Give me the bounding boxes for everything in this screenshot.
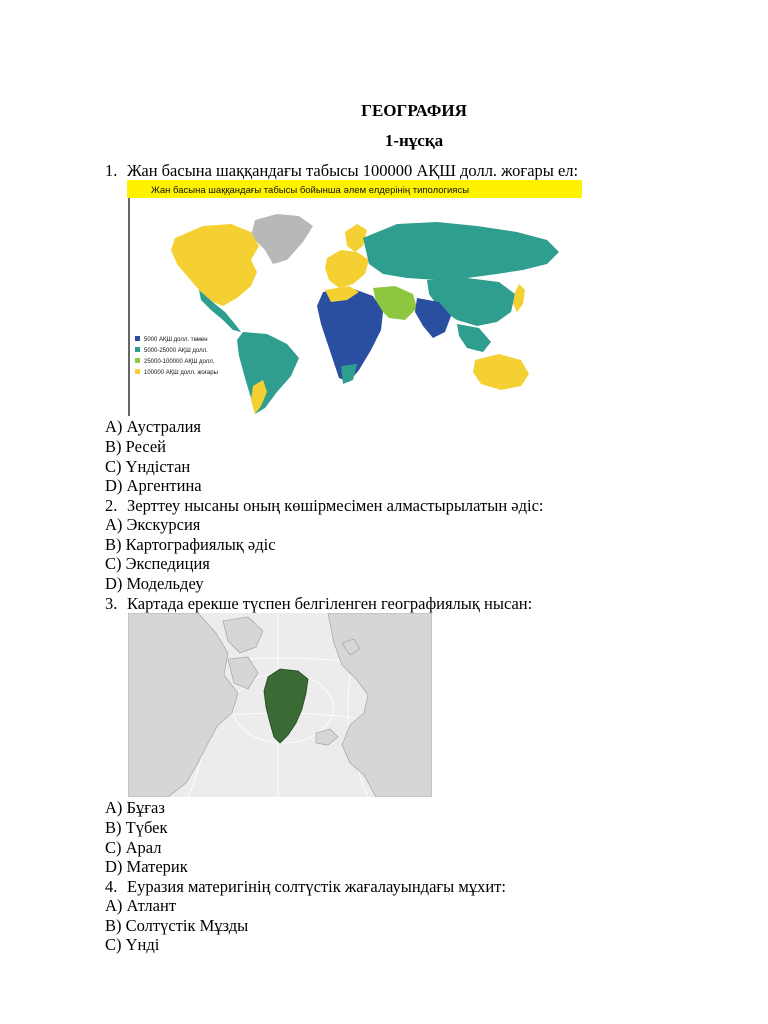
answer-option: A) Атлант [105, 896, 177, 915]
answer-option: A) Экскурсия [105, 515, 201, 534]
map-banner-text: Жан басына шаққандағы табысы бойынша әлем елдерінің типологиясы [151, 185, 470, 196]
legend-label: 100000 АҚШ долл. жоғары [144, 370, 218, 376]
world-map-svg [127, 180, 582, 416]
answer-option: B) Солтүстік Мұзды [105, 916, 249, 935]
answer-option: B) Ресей [105, 437, 166, 456]
answer-option: D) Материк [105, 857, 188, 876]
greenland-map-svg [128, 613, 432, 797]
answer-option: B) Түбек [105, 818, 168, 837]
legend-label: 25000-100000 АҚШ долл. [144, 359, 215, 365]
question-number: 3. [105, 594, 118, 613]
answer-option: D) Модельдеу [105, 574, 204, 593]
page-title: ГЕОГРАФИЯ [361, 101, 467, 120]
question-text: Жан басына шаққандағы табысы 100000 АҚШ долл. жоғары ел: [127, 161, 579, 180]
answer-option: C) Экспедиция [105, 554, 210, 573]
question-text: Еуразия материгінің солтүстік жағалауындағы мұхит: [127, 877, 506, 896]
answer-option: C) Арал [105, 838, 162, 857]
answer-option: A) Аустралия [105, 417, 201, 436]
question-text: Картада ерекше түспен белгіленген географиялық нысан: [127, 594, 533, 613]
question-2 [105, 496, 544, 515]
answer-option: D) Аргентина [105, 476, 202, 495]
question-1 [105, 161, 578, 180]
greenland-map [128, 613, 432, 797]
question-number: 1. [105, 161, 118, 180]
question-number: 2. [105, 496, 118, 515]
question-number: 4. [105, 877, 118, 896]
legend-label: 5000 АҚШ долл. төмен [144, 337, 208, 343]
legend-label: 5000-25000 АҚШ долл. [144, 348, 208, 354]
question-3 [105, 594, 532, 613]
answer-option: C) Үнді [105, 935, 160, 954]
question-text: Зерттеу нысаны оның көшірмесімен алмастырылатын әдіс: [127, 496, 544, 515]
answer-option: C) Үндістан [105, 457, 191, 476]
answer-option: B) Картографиялық әдіс [105, 535, 276, 554]
world-income-map [127, 180, 582, 416]
question-4 [105, 877, 506, 896]
variant-label: 1-нұсқа [384, 131, 444, 150]
answer-option: A) Бұғаз [105, 798, 165, 817]
